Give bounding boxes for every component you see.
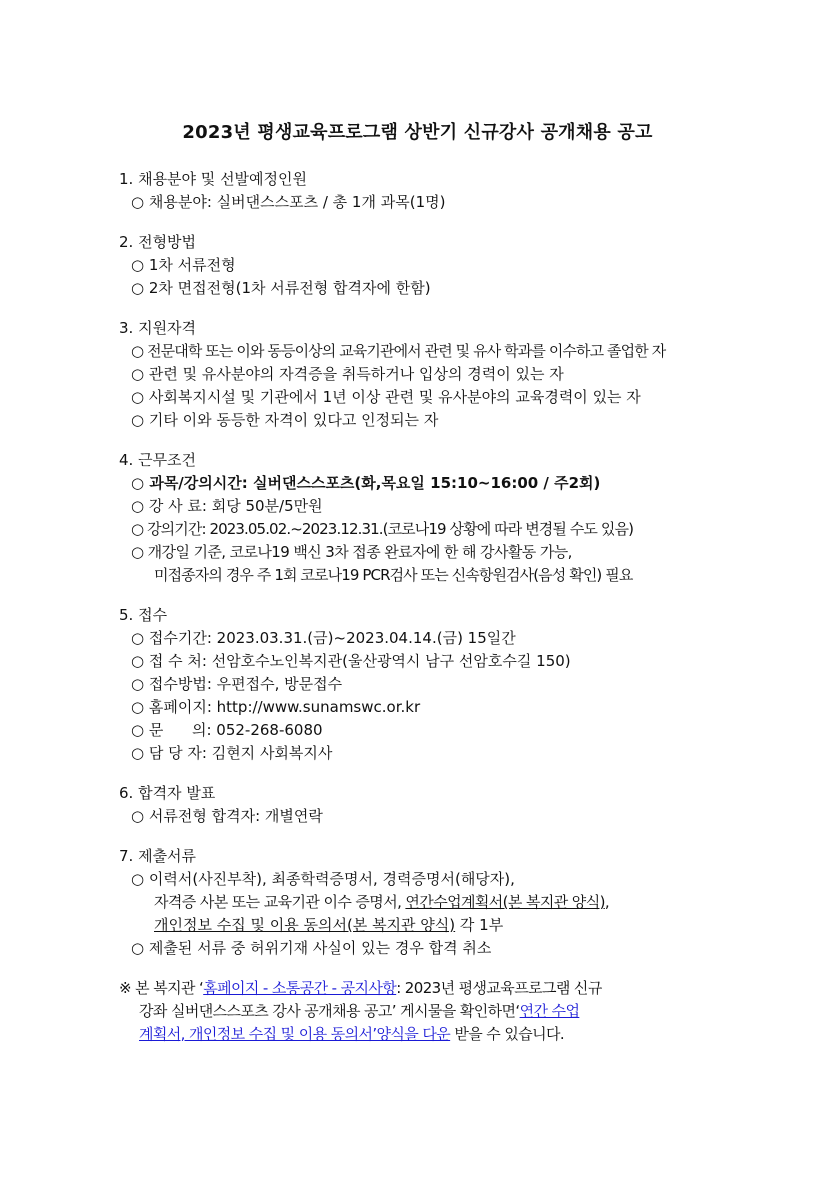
- list-item-continuation: 개인정보 수집 및 이용 동의서(본 복지관 양식) 각 1부: [154, 916, 504, 934]
- list-item: ○ 접수방법: 우편접수, 방문접수: [131, 675, 343, 693]
- list-item: ○ 기타 이와 동등한 자격이 있다고 인정되는 자: [131, 411, 439, 429]
- circle-bullet-icon: ○: [131, 744, 145, 762]
- list-item: ○ 서류전형 합격자: 개별연락: [131, 807, 323, 825]
- list-item: ○ 제출된 서류 중 허위기재 사실이 있는 경우 합격 취소: [131, 939, 492, 957]
- circle-bullet-icon: ○: [131, 939, 145, 957]
- circle-bullet-icon: ○: [131, 365, 145, 383]
- form-download-link[interactable]: 연간 수업: [519, 1002, 580, 1020]
- section-application: [119, 604, 719, 765]
- circle-bullet-icon: ○: [131, 721, 145, 739]
- circle-bullet-icon: ○: [131, 497, 145, 515]
- circle-bullet-icon: ○: [131, 520, 144, 538]
- document-body: [119, 168, 719, 1046]
- list-item: ○ 과목/강의시간: 실버댄스스포츠(화,목요일 15:10~16:00 / 주2회): [131, 474, 601, 492]
- circle-bullet-icon: ○: [131, 411, 145, 429]
- section-selection-method: [119, 231, 719, 300]
- section-heading: 5. 접수: [119, 606, 168, 624]
- page-title: 2023년 평생교육프로그램 상반기 신규강사 공개채용 공고: [182, 122, 653, 143]
- section-working-conditions: [119, 449, 719, 587]
- circle-bullet-icon: ○: [131, 474, 145, 492]
- reference-mark-icon: ※: [119, 979, 131, 997]
- section-heading: 1. 채용분야 및 선발예정인원: [119, 170, 308, 188]
- section-heading: 4. 근무조건: [119, 451, 197, 469]
- privacy-consent-form: 개인정보 수집 및 이용 동의서(본 복지관 양식): [154, 916, 456, 934]
- section-recruitment-field: [119, 168, 719, 214]
- circle-bullet-icon: ○: [131, 652, 145, 670]
- section-heading: 7. 제출서류: [119, 847, 197, 865]
- section-documents: [119, 845, 719, 960]
- list-item: ○ 관련 및 유사분야의 자격증을 취득하거나 입상의 경력이 있는 자: [131, 365, 564, 383]
- notice-note: ※ 본 복지관 ‘홈페이지 - 소통공간 - 공지사항: 2023년 평생교육프로그램 신규 강좌 실버댄스스포츠 강사 공개채용 공고’ 게시물을 확인하면‘연간 수업 계획서, 개인정보 수집 및 이용 동의서’양식을 다운 받을 수 있습니다.: [119, 979, 602, 1043]
- list-item: ○ 홈페이지: http://www.sunamswc.or.kr: [131, 698, 421, 716]
- circle-bullet-icon: ○: [131, 870, 145, 888]
- list-item: ○ 강의기간: 2023.05.02.~2023.12.31.(코로나19 상황에 따라 변경될 수도 있음): [131, 520, 634, 538]
- list-item: ○ 개강일 기준, 코로나19 백신 3차 접종 완료자에 한 해 강사활동 가능,: [131, 543, 572, 561]
- circle-bullet-icon: ○: [131, 675, 145, 693]
- list-item: ○ 이력서(사진부착), 최종학력증명서, 경력증명서(해당자),: [131, 870, 515, 888]
- circle-bullet-icon: ○: [131, 342, 144, 360]
- section-announcement: [119, 782, 719, 828]
- annual-lesson-plan-form: 연간수업계획서(본 복지관 양식): [405, 893, 605, 911]
- circle-bullet-icon: ○: [131, 279, 145, 297]
- list-item: ○ 접수기간: 2023.03.31.(금)~2023.04.14.(금) 15일간: [131, 629, 516, 647]
- list-item: ○ 1차 서류전형: [131, 256, 236, 274]
- list-item-continuation: 미접종자의 경우 주 1회 코로나19 PCR검사 또는 신속항원검사(음성 확인) 필요: [154, 566, 633, 584]
- circle-bullet-icon: ○: [131, 388, 145, 406]
- list-item: ○ 접 수 처: 선암호수노인복지관(울산광역시 남구 선암호수길 150): [131, 652, 571, 670]
- form-download-link-cont[interactable]: 계획서, 개인정보 수집 및 이용 동의서’양식을 다운: [139, 1025, 451, 1043]
- circle-bullet-icon: ○: [131, 193, 145, 211]
- section-heading: 6. 합격자 발표: [119, 784, 216, 802]
- list-item-continuation: 자격증 사본 또는 교육기관 이수 증명서, 연간수업계획서(본 복지관 양식),: [154, 893, 610, 911]
- list-item: ○ 2차 면접전형(1차 서류전형 합격자에 한함): [131, 279, 431, 297]
- section-heading: 3. 지원자격: [119, 319, 197, 337]
- list-item: ○ 담 당 자: 김현지 사회복지사: [131, 744, 333, 762]
- circle-bullet-icon: ○: [131, 256, 145, 274]
- section-heading: 2. 전형방법: [119, 233, 197, 251]
- list-item: ○ 문 의: 052-268-6080: [131, 721, 323, 739]
- circle-bullet-icon: ○: [131, 629, 145, 647]
- homepage-notice-link[interactable]: 홈페이지 - 소통공간 - 공지사항: [203, 979, 397, 997]
- circle-bullet-icon: ○: [131, 543, 144, 561]
- list-item: ○ 사회복지시설 및 기관에서 1년 이상 관련 및 유사분야의 교육경력이 있는 자: [131, 388, 641, 406]
- list-item: ○ 강 사 료: 회당 50분/5만원: [131, 497, 323, 515]
- circle-bullet-icon: ○: [131, 698, 145, 716]
- circle-bullet-icon: ○: [131, 807, 145, 825]
- section-qualifications: [119, 317, 719, 432]
- list-item: ○ 전문대학 또는 이와 동등이상의 교육기관에서 관련 및 유사 학과를 이수하고 졸업한 자: [131, 342, 666, 360]
- list-item: ○ 채용분야: 실버댄스스포츠 / 총 1개 과목(1명): [131, 193, 446, 211]
